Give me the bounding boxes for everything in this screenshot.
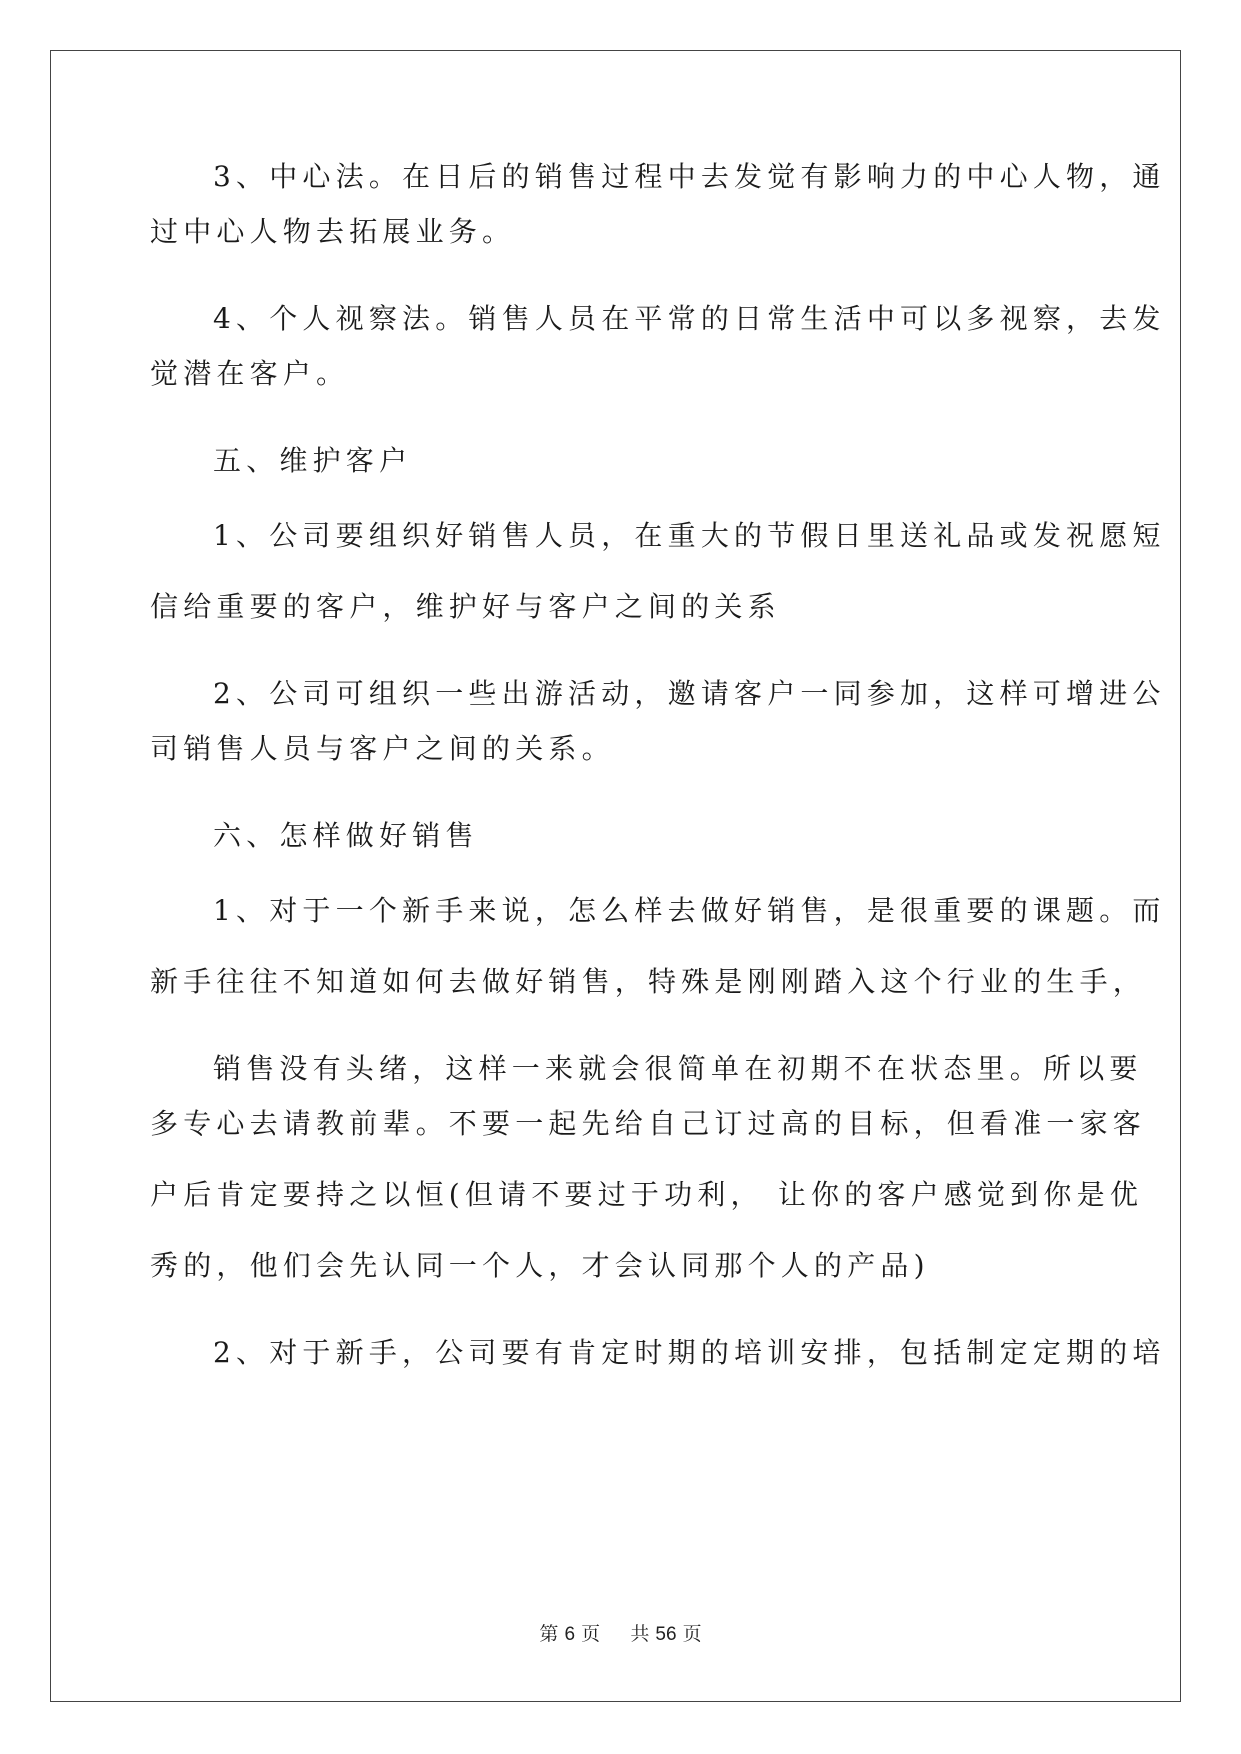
paragraph-line: 多专心去请教前辈。不要一起先给自己订过高的目标，但看准一家客 [150,1107,1147,1140]
total-prefix: 共 [630,1623,650,1645]
paragraph-line: 过中心人物去拓展业务。 [150,215,516,248]
paragraph-line: 2、对于新手，公司要有肯定时期的培训安排，包括制定定期的培 [213,1336,1166,1369]
total-pages: 56 [655,1624,677,1645]
paragraph-line: 秀的，他们会先认同一个人，才会认同那个人的产品) [150,1249,930,1282]
paragraph-line: 2、公司可组织一些出游活动，邀请客户一同参加，这样可增进公 [213,677,1166,710]
paragraph-line: 4、个人视察法。销售人员在平常的日常生活中可以多视察，去发 [213,302,1166,335]
page-border [50,50,1181,1702]
page-footer [0,1623,1241,1646]
paragraph-line: 3、中心法。在日后的销售过程中去发觉有影响力的中心人物，通 [213,160,1166,193]
paragraph-line: 新手往往不知道如何去做好销售，特殊是刚刚踏入这个行业的生手， [150,965,1147,998]
paragraph-line: 司销售人员与客户之间的关系。 [150,732,615,765]
section-heading: 五、维护客户 [213,444,413,477]
paragraph-line: 1、公司要组织好销售人员，在重大的节假日里送礼品或发祝愿短 [213,519,1166,552]
paragraph-line: 觉潜在客户。 [150,357,350,390]
section-heading: 六、怎样做好销售 [213,819,479,852]
page-suffix: 页 [581,1623,601,1645]
page-prefix: 第 [539,1623,559,1645]
paragraph-line: 销售没有头绪，这样一来就会很简单在初期不在状态里。所以要 [213,1052,1143,1085]
paragraph-line: 信给重要的客户，维护好与客户之间的关系 [150,590,781,623]
page-indicator [539,1623,600,1646]
total-pages-indicator [630,1623,701,1646]
total-suffix: 页 [682,1623,702,1645]
paragraph-line: 1、对于一个新手来说，怎么样去做好销售，是很重要的课题。而 [213,894,1166,927]
page-number: 6 [564,1624,576,1645]
paragraph-line: 户后肯定要持之以恒(但请不要过于功利， 让你的客户感觉到你是优 [150,1178,1144,1211]
